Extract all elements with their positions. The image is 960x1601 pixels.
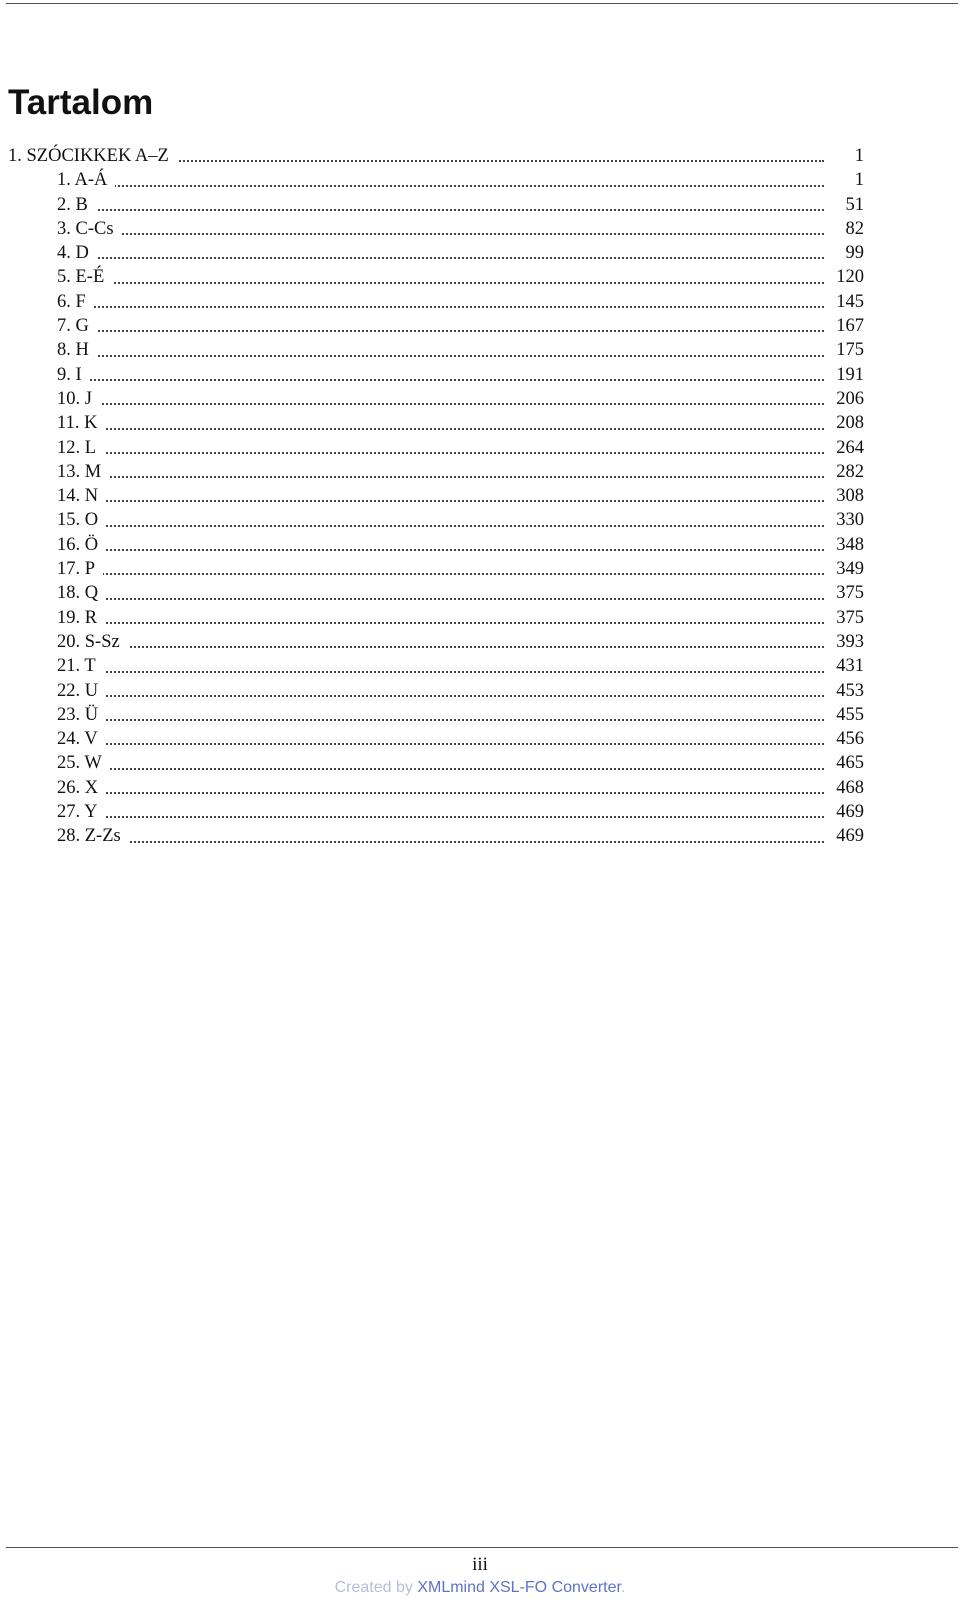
toc-section-entry[interactable] <box>0 606 864 630</box>
toc-section-entry[interactable] <box>0 265 864 289</box>
toc-section-entry[interactable] <box>0 168 864 192</box>
toc-entry-label[interactable]: 19. R <box>57 606 105 630</box>
toc-entry-page[interactable]: 468 <box>828 776 864 800</box>
toc-dot-leader <box>57 573 824 575</box>
toc-entry-label[interactable]: 4. D <box>57 241 97 265</box>
toc-dot-leader <box>57 306 824 308</box>
toc-section-entry[interactable] <box>0 776 864 800</box>
toc-section-entry[interactable] <box>0 411 864 435</box>
toc-entry-page[interactable]: 191 <box>828 363 864 387</box>
toc-entry-page[interactable]: 99 <box>838 241 865 265</box>
page-title: Tartalom <box>8 83 154 122</box>
toc-entry-label[interactable]: 26. X <box>57 776 106 800</box>
toc-section-entry[interactable] <box>0 338 864 362</box>
toc-entry-page[interactable]: 308 <box>828 484 864 508</box>
toc-entry-label[interactable]: 22. U <box>57 679 106 703</box>
toc-entry-page[interactable]: 1 <box>847 144 864 168</box>
credit-product-link[interactable]: XMLmind XSL-FO Converter <box>417 1579 621 1596</box>
toc-dot-leader <box>57 792 824 794</box>
toc-entry-page[interactable]: 375 <box>828 606 864 630</box>
toc-entry-label[interactable]: 13. M <box>57 460 109 484</box>
toc-dot-leader <box>57 185 824 187</box>
toc-section-entry[interactable] <box>0 654 864 678</box>
bottom-rule <box>6 1547 958 1548</box>
toc-entry-page[interactable]: 167 <box>828 314 864 338</box>
toc-entry-label[interactable]: 27. Y <box>57 800 105 824</box>
toc-dot-leader <box>57 355 824 357</box>
toc-entry-page[interactable]: 282 <box>828 460 864 484</box>
toc-entry-page[interactable]: 348 <box>828 533 864 557</box>
toc-section-entry[interactable] <box>0 630 864 654</box>
toc-entry-page[interactable]: 82 <box>838 217 865 241</box>
toc-dot-leader <box>57 549 824 551</box>
toc-entry-page[interactable]: 51 <box>838 193 865 217</box>
toc-section-entry[interactable] <box>0 484 864 508</box>
toc-entry-page[interactable]: 469 <box>828 824 864 848</box>
toc-dot-leader <box>57 330 824 332</box>
toc-entry-label[interactable]: 21. T <box>57 654 104 678</box>
toc-entry-page[interactable]: 455 <box>828 703 864 727</box>
toc-dot-leader <box>57 233 824 235</box>
toc-section-entry[interactable] <box>0 436 864 460</box>
toc-entry-page[interactable]: 393 <box>828 630 864 654</box>
toc-entry-label[interactable]: 5. E-É <box>57 265 112 289</box>
toc-dot-leader <box>57 428 824 430</box>
toc-section-list <box>0 168 864 848</box>
toc-dot-leader <box>57 671 824 673</box>
toc-section-entry[interactable] <box>0 703 864 727</box>
toc-section-entry[interactable] <box>0 460 864 484</box>
toc-section-entry[interactable] <box>0 241 864 265</box>
footer-credit <box>0 1578 960 1598</box>
toc-entry-page[interactable]: 206 <box>828 387 864 411</box>
toc-entry-page[interactable]: 349 <box>828 557 864 581</box>
toc-entry-label[interactable]: 9. I <box>57 363 90 387</box>
toc-entry-label[interactable]: 25. W <box>57 751 110 775</box>
toc-entry-label[interactable]: 2. B <box>57 193 96 217</box>
toc-section-entry[interactable] <box>0 727 864 751</box>
toc-section-entry[interactable] <box>0 290 864 314</box>
toc-dot-leader <box>57 622 824 624</box>
toc-chapter-entry[interactable] <box>0 144 864 168</box>
toc-dot-leader <box>57 719 824 721</box>
toc-entry-label[interactable]: 14. N <box>57 484 106 508</box>
toc-entry-label[interactable]: 3. C-Cs <box>57 217 122 241</box>
toc-entry-label[interactable]: 1. SZÓCIKKEK A–Z <box>8 144 177 168</box>
toc-dot-leader <box>57 403 824 405</box>
toc-entry-label[interactable]: 12. L <box>57 436 104 460</box>
toc-section-entry[interactable] <box>0 217 864 241</box>
toc-entry-page[interactable]: 175 <box>828 338 864 362</box>
toc-dot-leader <box>57 768 824 770</box>
toc-entry-page[interactable]: 375 <box>828 581 864 605</box>
toc-entry-label[interactable]: 23. Ü <box>57 703 106 727</box>
toc-entry-label[interactable]: 28. Z-Zs <box>57 824 129 848</box>
toc-dot-leader <box>57 257 824 259</box>
toc-section-entry[interactable] <box>0 363 864 387</box>
credit-prefix: Created by <box>334 1579 418 1596</box>
toc-entry-page[interactable]: 456 <box>828 727 864 751</box>
toc-dot-leader <box>57 743 824 745</box>
toc-entry-label[interactable]: 18. Q <box>57 581 106 605</box>
toc-dot-leader <box>57 379 824 381</box>
toc-entry-page[interactable]: 120 <box>828 265 864 289</box>
toc-entry-label[interactable]: 1. A-Á <box>57 168 115 192</box>
toc-entry-label[interactable]: 24. V <box>57 727 106 751</box>
toc-section-entry[interactable] <box>0 193 864 217</box>
toc-dot-leader <box>57 598 824 600</box>
toc-dot-leader <box>57 209 824 211</box>
toc-entry-page[interactable]: 453 <box>828 679 864 703</box>
toc-section-entry[interactable] <box>0 824 864 848</box>
toc-dot-leader <box>57 500 824 502</box>
toc-entry-label[interactable]: 6. F <box>57 290 94 314</box>
toc-entry-page[interactable]: 469 <box>828 800 864 824</box>
toc-entry-label[interactable]: 20. S-Sz <box>57 630 128 654</box>
top-rule <box>6 3 958 4</box>
toc-section-entry[interactable] <box>0 533 864 557</box>
toc-entry-label[interactable]: 7. G <box>57 314 97 338</box>
toc-entry-page[interactable]: 465 <box>828 751 864 775</box>
credit-suffix: . <box>620 1579 626 1596</box>
toc-entry-page[interactable]: 264 <box>828 436 864 460</box>
toc-section-entry[interactable] <box>0 314 864 338</box>
toc-entry-label[interactable]: 17. P <box>57 557 103 581</box>
toc-entry-page[interactable]: 330 <box>828 508 864 532</box>
toc-entry-label[interactable]: 15. O <box>57 508 106 532</box>
toc-entry-page[interactable]: 145 <box>828 290 864 314</box>
toc-dot-leader <box>57 646 824 648</box>
toc-entry-page[interactable]: 431 <box>828 654 864 678</box>
toc-section-entry[interactable] <box>0 800 864 824</box>
toc-entry-label[interactable]: 16. Ö <box>57 533 106 557</box>
toc-dot-leader <box>57 452 824 454</box>
toc-dot-leader <box>57 282 824 284</box>
toc-entry-label[interactable]: 11. K <box>57 411 105 435</box>
toc-section-entry[interactable] <box>0 581 864 605</box>
toc-dot-leader <box>57 525 824 527</box>
toc-section-entry[interactable] <box>0 557 864 581</box>
toc-dot-leader <box>57 841 824 843</box>
toc-dot-leader <box>57 476 824 478</box>
toc-dot-leader <box>57 695 824 697</box>
toc-section-entry[interactable] <box>0 751 864 775</box>
toc-entry-page[interactable]: 1 <box>847 168 864 192</box>
toc-section-entry[interactable] <box>0 508 864 532</box>
toc-entry-page[interactable]: 208 <box>828 411 864 435</box>
toc-dot-leader <box>57 816 824 818</box>
page-number: iii <box>472 1554 488 1575</box>
toc-entry-label[interactable]: 10. J <box>57 387 100 411</box>
toc-section-entry[interactable] <box>0 679 864 703</box>
table-of-contents <box>0 144 864 849</box>
toc-entry-label[interactable]: 8. H <box>57 338 97 362</box>
toc-section-entry[interactable] <box>0 387 864 411</box>
